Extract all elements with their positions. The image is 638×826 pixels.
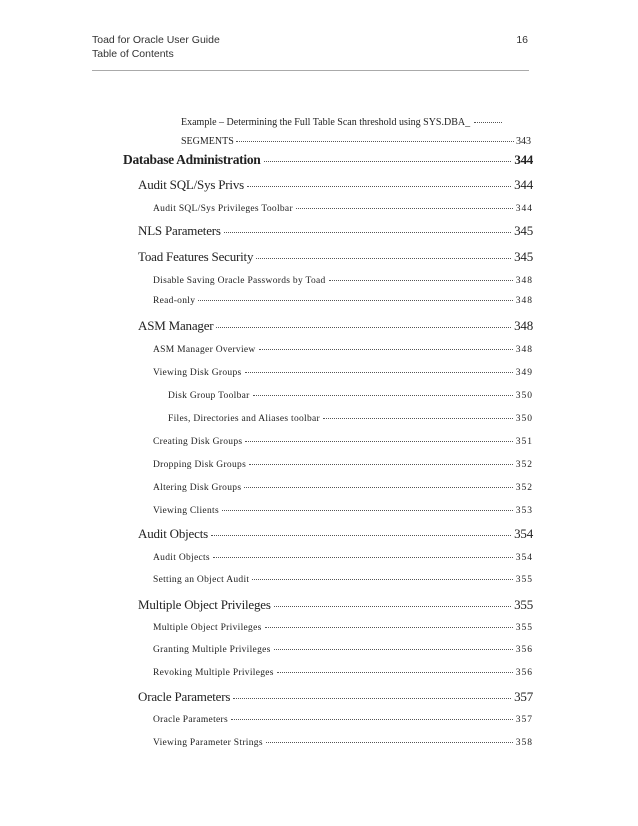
toc-entry-label: Read-only xyxy=(153,296,196,306)
toc-entry-granting-multiple-privileges[interactable] xyxy=(153,645,533,655)
toc-entry-label: Toad Features Security xyxy=(138,249,254,264)
toc-entry-page: 353 xyxy=(515,506,533,516)
toc-leader xyxy=(329,280,513,281)
toc-entry-page: 345 xyxy=(514,249,533,264)
toc-entry-audit-sql-sys-privileges-toolbar[interactable] xyxy=(153,204,533,214)
toc-entry-read-only[interactable] xyxy=(153,296,533,306)
toc-entry-label: Audit SQL/Sys Privileges Toolbar xyxy=(153,204,293,214)
toc-entry-continued[interactable] xyxy=(181,117,531,147)
toc-leader xyxy=(253,395,513,396)
toc-entry-page: 349 xyxy=(515,368,533,378)
toc-entry-page: 351 xyxy=(515,437,533,447)
toc-entry-label: ASM Manager xyxy=(138,318,214,333)
toc-entry-asm-manager-overview[interactable] xyxy=(153,345,533,355)
toc-entry-label: Altering Disk Groups xyxy=(153,483,242,493)
toc-entry-multiple-object-privileges-sub[interactable] xyxy=(153,623,533,633)
toc-entry-audit-objects-sub[interactable] xyxy=(153,553,533,563)
toc-entry-multiple-object-privileges[interactable] xyxy=(138,597,533,613)
toc-entry-page: 357 xyxy=(515,715,533,725)
toc-entry-page: 344 xyxy=(515,204,533,214)
toc-entry-page: 354 xyxy=(514,526,533,541)
toc-entry-page: 348 xyxy=(514,318,533,333)
toc-entry-page: 357 xyxy=(514,689,533,704)
toc-entry-disable-saving-passwords[interactable] xyxy=(153,276,533,286)
toc-leader xyxy=(247,186,511,187)
toc-leader xyxy=(264,161,512,162)
toc-entry-label-cont: SEGMENTS xyxy=(181,136,234,147)
toc-entry-page: 348 xyxy=(515,296,533,306)
toc-entry-page: 355 xyxy=(515,623,533,633)
toc-entry-altering-disk-groups[interactable] xyxy=(153,483,533,493)
toc-entry-database-administration[interactable] xyxy=(123,152,533,168)
toc-entry-setting-object-audit[interactable] xyxy=(153,575,533,585)
document-title: Toad for Oracle User Guide xyxy=(92,34,220,46)
toc-entry-nls-parameters[interactable] xyxy=(138,223,533,239)
toc-entry-label: Viewing Disk Groups xyxy=(153,368,242,378)
toc-entry-label: Files, Directories and Aliases toolbar xyxy=(168,414,321,424)
toc-entry-page: 356 xyxy=(515,668,533,678)
toc-entry-label: Viewing Clients xyxy=(153,506,219,516)
toc-entry-label: Dropping Disk Groups xyxy=(153,460,247,470)
toc-entry-page: 354 xyxy=(515,553,533,563)
toc-entry-page: 344 xyxy=(514,177,533,192)
toc-leader xyxy=(323,418,513,419)
toc-entry-page: 348 xyxy=(515,276,533,286)
toc-entry-disk-group-toolbar[interactable] xyxy=(168,391,533,401)
toc-leader xyxy=(216,327,511,328)
toc-entry-page: 358 xyxy=(515,738,533,748)
toc-leader xyxy=(231,719,513,720)
toc-entry-audit-sql-sys-privs[interactable] xyxy=(138,177,533,193)
toc-entry-label: Revoking Multiple Privileges xyxy=(153,668,274,678)
toc-entry-label: Multiple Object Privileges xyxy=(153,623,262,633)
toc-entry-label: Audit Objects xyxy=(153,553,210,563)
toc-leader xyxy=(265,627,513,628)
toc-leader xyxy=(224,232,511,233)
toc-leader xyxy=(256,258,511,259)
toc-entry-viewing-clients[interactable] xyxy=(153,506,533,516)
toc-entry-page: 344 xyxy=(514,152,533,167)
section-title: Table of Contents xyxy=(92,48,174,60)
toc-entry-label: Granting Multiple Privileges xyxy=(153,645,271,655)
toc-leader xyxy=(274,606,511,607)
toc-leader xyxy=(198,300,512,301)
toc-entry-files-directories-aliases-toolbar[interactable] xyxy=(168,414,533,424)
toc-entry-viewing-parameter-strings[interactable] xyxy=(153,738,533,748)
toc-leader xyxy=(245,372,513,373)
toc-entry-label: Database Administration xyxy=(123,152,261,167)
toc-leader xyxy=(244,487,512,488)
toc-leader xyxy=(249,464,513,465)
toc-entry-label: Audit SQL/Sys Privs xyxy=(138,177,245,192)
toc-entry-page: 352 xyxy=(515,460,533,470)
toc-entry-label: NLS Parameters xyxy=(138,223,221,238)
toc-leader xyxy=(211,535,511,536)
toc-entry-asm-manager[interactable] xyxy=(138,318,533,334)
toc-leader xyxy=(233,698,511,699)
toc-entry-page: 352 xyxy=(515,483,533,493)
toc-entry-toad-features-security[interactable] xyxy=(138,249,533,265)
toc-entry-viewing-disk-groups[interactable] xyxy=(153,368,533,378)
toc-entry-revoking-multiple-privileges[interactable] xyxy=(153,668,533,678)
page-number: 16 xyxy=(516,34,528,46)
toc-entry-page: 355 xyxy=(514,597,533,612)
toc-entry-audit-objects[interactable] xyxy=(138,526,533,542)
toc-entry-page: 343 xyxy=(516,136,531,147)
toc-entry-label: Multiple Object Privileges xyxy=(138,597,271,612)
toc-entry-label: Creating Disk Groups xyxy=(153,437,243,447)
toc-leader xyxy=(213,557,513,558)
toc-leader xyxy=(245,441,512,442)
toc-leader xyxy=(474,122,502,123)
toc-entry-label: Disable Saving Oracle Passwords by Toad xyxy=(153,276,326,286)
toc-leader xyxy=(274,649,513,650)
toc-leader xyxy=(252,579,512,580)
toc-entry-label: ASM Manager Overview xyxy=(153,345,256,355)
toc-entry-oracle-parameters[interactable] xyxy=(138,689,533,705)
page-header xyxy=(92,33,528,61)
header-divider xyxy=(92,70,529,71)
toc-entry-label: Viewing Parameter Strings xyxy=(153,738,263,748)
toc-entry-page: 345 xyxy=(514,223,533,238)
toc-entry-label: Oracle Parameters xyxy=(138,689,231,704)
toc-entry-label: Example – Determining the Full Table Scan threshold using SYS.DBA_ xyxy=(181,117,471,128)
toc-entry-label: Oracle Parameters xyxy=(153,715,228,725)
toc-leader xyxy=(266,742,513,743)
toc-entry-label: Audit Objects xyxy=(138,526,208,541)
toc-leader xyxy=(222,510,513,511)
toc-entry-page: 356 xyxy=(515,645,533,655)
toc-leader xyxy=(296,208,513,209)
toc-entry-page: 355 xyxy=(515,575,533,585)
toc-leader xyxy=(236,141,514,142)
toc-leader xyxy=(259,349,513,350)
toc-entry-page: 348 xyxy=(515,345,533,355)
toc-entry-creating-disk-groups[interactable] xyxy=(153,437,533,447)
toc-entry-label: Setting an Object Audit xyxy=(153,575,250,585)
toc-entry-label: Disk Group Toolbar xyxy=(168,391,250,401)
toc-entry-oracle-parameters-sub[interactable] xyxy=(153,715,533,725)
toc-entry-dropping-disk-groups[interactable] xyxy=(153,460,533,470)
toc-leader xyxy=(277,672,513,673)
toc-entry-page: 350 xyxy=(515,391,533,401)
toc-entry-page: 350 xyxy=(515,414,533,424)
